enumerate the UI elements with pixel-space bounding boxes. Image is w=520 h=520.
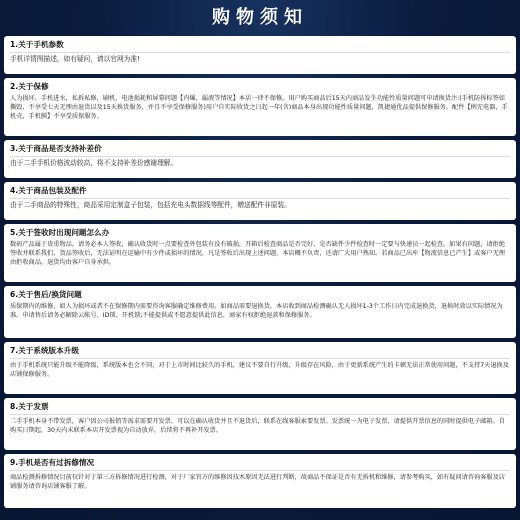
section-body: 质保期内的维修，如人为损坏或者不在保修期内需要咨询客服确定维修费用。如商品需要退换货，本店收到商品检测确认无人损坏1-3个工作日内完成退换货，退换时效以实际情况为准。申请售后请务必解除云帐号、ID锁、开机锁;不能提供或不愿意提供此信息，商家有权拒绝退款和保修服务。	[10, 303, 503, 320]
section-after-sales	[4, 286, 516, 338]
section-body: 数码产品属于贵重物品，请务必本人签收，确认收货时一点要检查外包装有没有破损，开箱后检查商品是否完好、是否缺件少件检查时一定要与快递员一起检查，如果有问题，请拒绝签收并联系我们，货品签收后，无法证明在运输中有少件或损坏的情况，凡是签收后出现上述问题，本店概不负责，还请广大用户熟知。若商品已出库【物流信息已产生】或客户无理由拒收商品，退货均由客户自身承担。	[10, 241, 505, 267]
section-body: 手机详情图描述，如有疑问，请以官网为准!	[10, 55, 140, 63]
divider	[10, 52, 510, 53]
section-title: 5.关于签收时出现问题怎么办	[10, 228, 110, 237]
section-body: 商品检测拆修情况目前仅针对于第三方拆修情况进行检测，对于厂家官方的维修因技术原因无法进行判断，故商品不保证是否有无拆机和维修，请参考购买，如有疑问请咨询客服及店铺服务请咨询店铺客服了解。	[10, 474, 505, 491]
section-title: 4.关于商品包装及配件	[10, 186, 87, 195]
section-title: 7.关于系统版本升级	[10, 346, 79, 355]
section-body: 由于二手商品的特殊性，商品采用定制盒子包装，包括充电头数据线等配件，赠送配件非原装。	[10, 201, 291, 209]
section-disassembly	[4, 454, 516, 508]
section-phone-params	[4, 36, 516, 74]
section-body: 由于二手手机价格波动较高，将不支持补差价感谢理解。	[10, 159, 178, 167]
section-title: 2.关于保修	[10, 82, 49, 91]
section-title: 6.关于售后/换货问题	[10, 290, 82, 299]
divider	[10, 414, 510, 415]
section-body: 由于手机系统只能升级不能降级，系统版本也会不同，对于上市时间比较久的手机，建议不要自行升级，升级存在风险，由于更新系统产生的卡顿无法正常使用问题，不支持7天退换及店铺保修服务。	[10, 362, 509, 379]
section-warranty	[4, 78, 516, 136]
page-title: 购物须知	[212, 7, 308, 28]
section-title: 3.关于商品是否支持补差价	[10, 144, 102, 153]
section-price-difference	[4, 140, 516, 178]
section-body: 人为损坏、手机进水，私拆私修，刷机，电池损耗和屏幕问题【内爆，漏液等情况】本店一律不保修。用户购买商品后15天内商品发生功能性质量问题可申请换货注:(手机防拆标签如撕毁，不享受七天无理由退货以及15天换货服务，并且不享受保修服务)用户自实际收货之日起一年(含)商品本身出现功能性质量问题，凯捷通优品提供保修服务。配件【例充电器，手机壳，手机膜】不享受质保服务。	[10, 95, 508, 121]
divider	[10, 198, 510, 199]
section-body: 二手手机本身不带发票，客户因公司报销等需求需要开发票，可以在确认收货并且不退货后，联系在线客服索要发票。发票统一为电子发票，请提供开票信息的同时提供电子邮箱。自购买日期起，30天内未联系本店开发票视为自动放弃，后续将不再补开发票。	[10, 418, 505, 435]
section-signing	[4, 224, 516, 282]
section-packaging	[4, 182, 516, 220]
section-title: 8.关于发票	[10, 402, 49, 411]
section-title: 1.关于手机参数	[10, 40, 64, 49]
section-system-upgrade	[4, 342, 516, 394]
section-title: 9.手机是否有过拆修情况	[10, 458, 95, 467]
divider	[10, 358, 510, 359]
section-invoice	[4, 398, 516, 450]
divider	[10, 470, 510, 471]
divider	[10, 156, 510, 157]
